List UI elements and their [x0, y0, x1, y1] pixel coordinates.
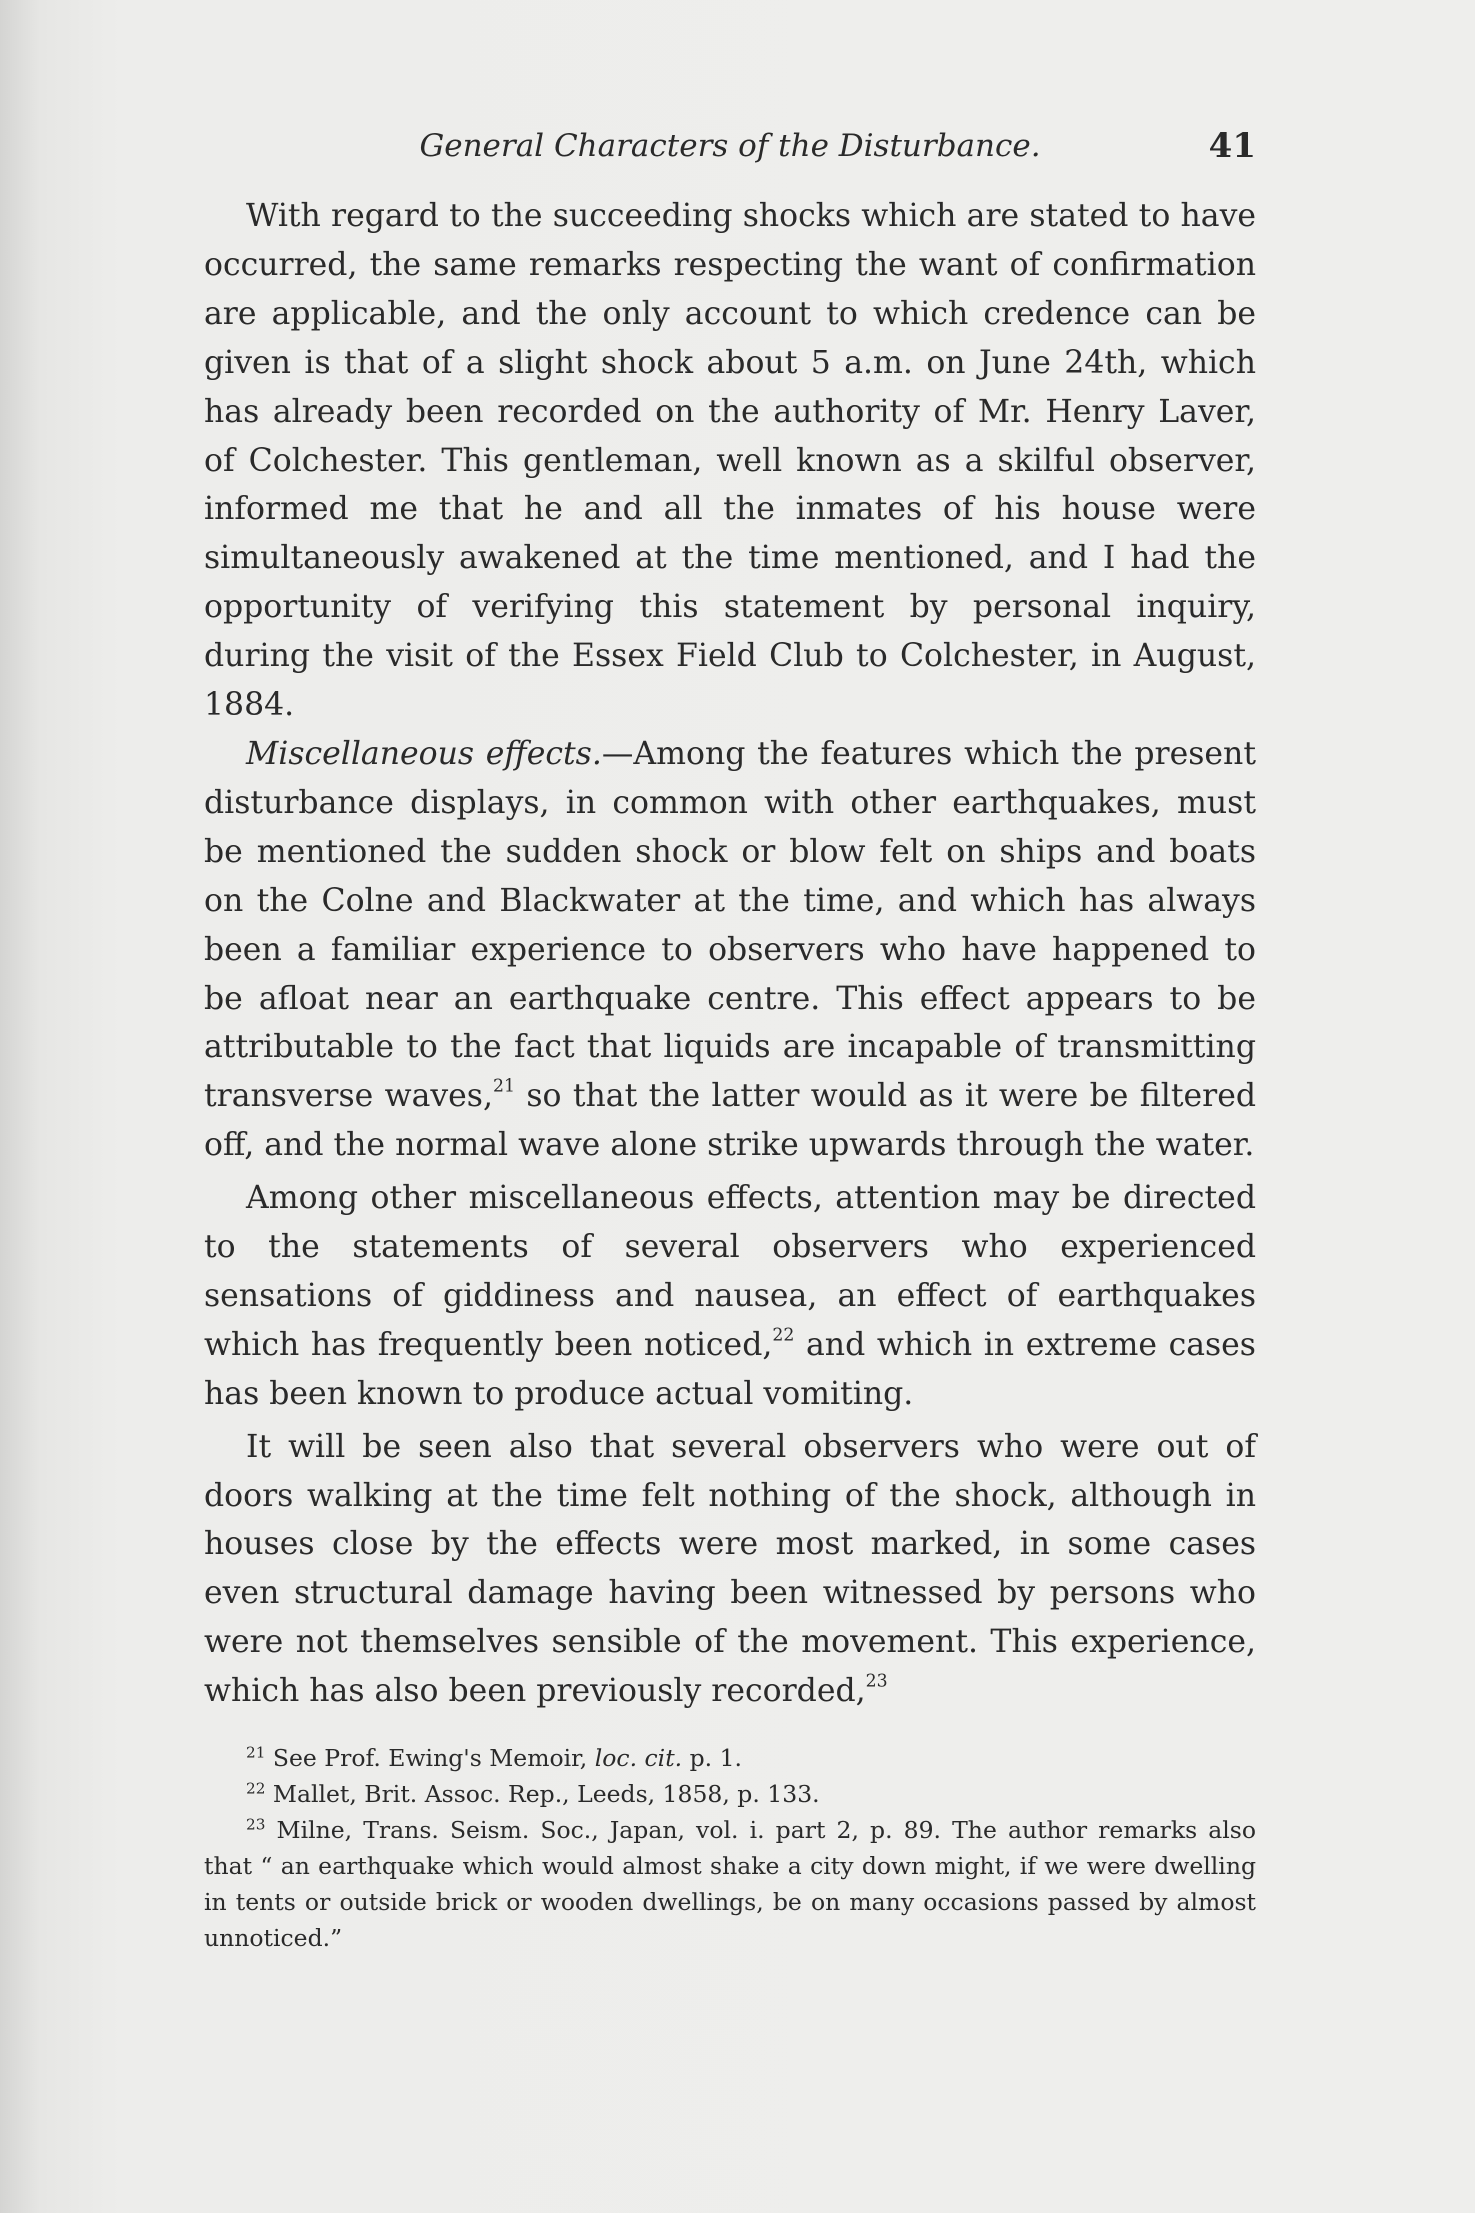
paragraph-text: Among other miscellaneous effects, attention may be directed to the statements of several observers who experienced sensations of giddiness and nausea, an effect of earthquakes which has frequently been noticed,: [204, 1180, 1256, 1363]
paragraph-text: so that the latter would as it were be filtered off, and the normal wave alone strike upwards through the water.: [204, 1078, 1257, 1164]
body-text: [204, 192, 1256, 1716]
book-page: [204, 128, 1256, 1956]
footnote-number: 23: [246, 1815, 266, 1834]
paragraph: [204, 730, 1256, 1170]
paragraph: [204, 192, 1256, 730]
footnote: [204, 1776, 1256, 1812]
footnote-text: Milne, Trans. Seism. Soc., Japan, vol. i. part 2, p. 89. The author remarks also that “ an earthquake which would almost shake a city down might, if we were dwelling in tents or outside brick or wooden dwellings, be on many occasions passed by almost unnoticed.”: [204, 1816, 1256, 1953]
section-run-in-heading: Miscellaneous effects.: [246, 735, 602, 772]
paragraph-text: and which in extreme cases has been known to produce actual vomiting.: [204, 1326, 1256, 1412]
footnote-text: See Prof. Ewing's Memoir,: [265, 1744, 595, 1773]
footnote: [204, 1740, 1256, 1776]
page-header: [204, 128, 1256, 184]
page-number: 41: [1208, 126, 1256, 166]
footnote-italic: loc. cit.: [594, 1744, 683, 1773]
running-title: General Characters of the Disturbance.: [419, 128, 1041, 164]
footnote-text: p. 1.: [682, 1744, 742, 1773]
footnote-reference[interactable]: 22: [772, 1325, 795, 1346]
footnote-reference[interactable]: 23: [865, 1671, 888, 1692]
footnote: [204, 1812, 1256, 1956]
paragraph: [204, 1174, 1256, 1419]
footnote-number: 21: [246, 1743, 266, 1762]
footnote-number: 22: [246, 1779, 266, 1798]
paragraph-text: It will be seen also that several observers who were out of doors walking at the time felt nothing of the shock, although in houses close by the effects were most marked, in some cases even structural damage having been witnessed by persons who were not themselves sensible of the movement. This experience, which has also been previously recorded,: [204, 1428, 1256, 1710]
footnote-reference[interactable]: 21: [492, 1076, 515, 1097]
paragraph-text: —Among the features which the present disturbance displays, in common with other earthquakes, must be mentioned the sudden shock or blow felt on ships and boats on the Colne and Blackwater at the time, and which has always been a familiar experience to observers who have happened to be afloat near an earthquake centre. This effect appears to be attributable to the fact that liquids are incapable of transmitting transverse waves,: [204, 735, 1256, 1115]
footnote-text: Mallet, Brit. Assoc. Rep., Leeds, 1858, p. 133.: [265, 1780, 820, 1809]
paragraph-text: With regard to the succeeding shocks which are stated to have occurred, the same remarks respecting the want of confirmation are applicable, and the only account to which credence can be given is that of a slight shock about 5 a.m. on June 24th, which has already been recorded on the authority of Mr. Henry Laver, of Colchester. This gentleman, well known as a skilful observer, informed me that he and all the inmates of his house were simultaneously awakened at the time mentioned, and I had the opportunity of verifying this statement by personal inquiry, during the visit of the Essex Field Club to Colchester, in August, 1884.: [204, 198, 1256, 724]
paragraph: [204, 1423, 1256, 1716]
footnotes: [204, 1740, 1256, 1956]
